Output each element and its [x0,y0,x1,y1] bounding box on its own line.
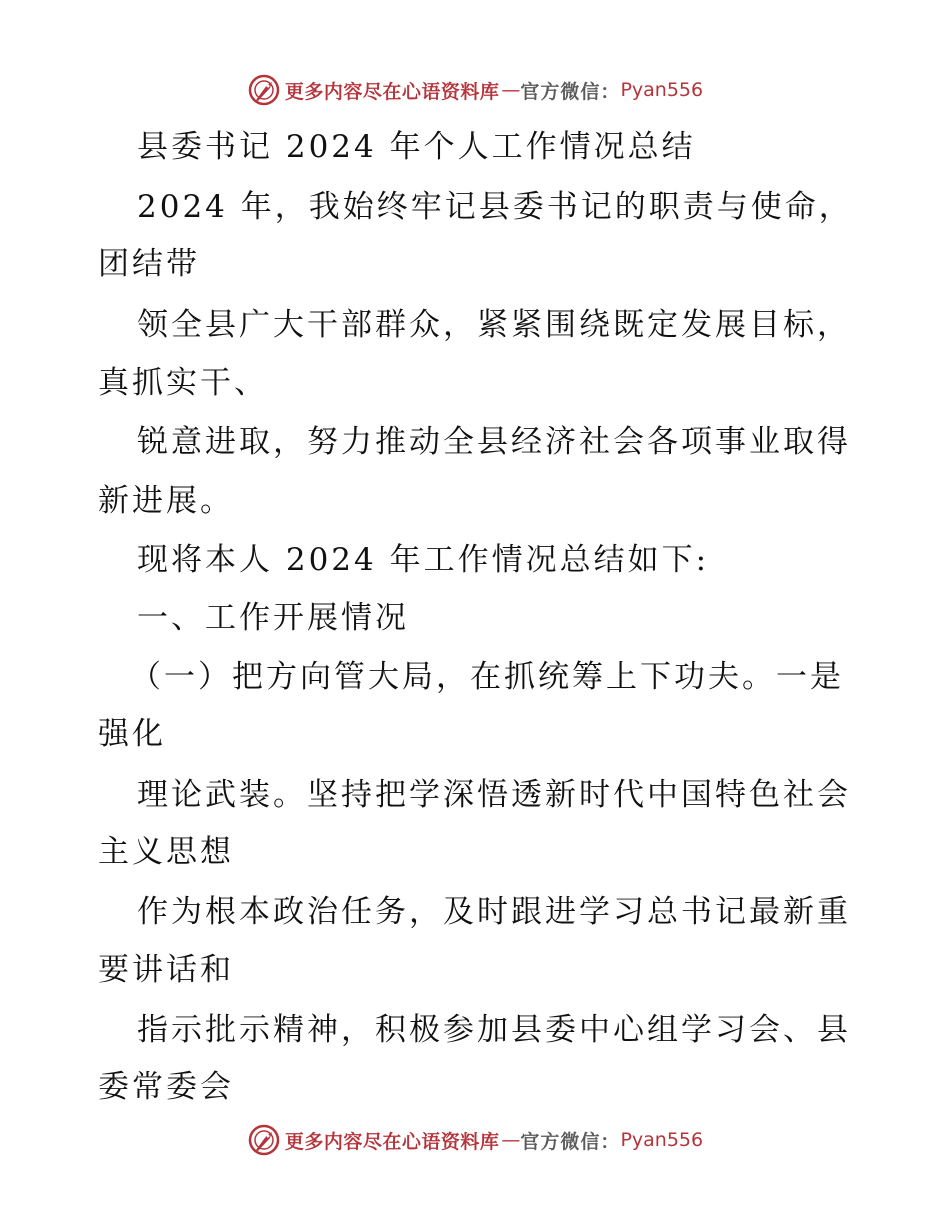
paragraph-line: 现将本人 2024 年工作情况总结如下: [137,542,710,578]
banner-colon: ： [600,1130,621,1153]
banner-wechat-id: Pyan556 [620,1129,704,1151]
paragraph-line: 2024 年，我始终牢记县委书记的职责与使命， [137,189,853,225]
banner-colon: ： [600,80,621,103]
subsection-heading: （一）把方向管大局，在抓统筹上下功夫。一是 [130,659,844,695]
pen-nib-logo-icon [247,1123,281,1157]
banner-wechat-id: Pyan556 [620,79,704,101]
paragraph-line: 领全县广大干部群众，紧紧围绕既定发展目标， [137,307,851,343]
paragraph-line: 新进展。 [98,483,234,519]
footer-watermark-banner [0,1120,950,1160]
paragraph-line: 真抓实干、 [98,365,268,401]
paragraph-line: 主义思想 [98,834,234,870]
paragraph-line: 理论武装。坚持把学深悟透新时代中国特色社会 [137,777,851,813]
banner-dash: — [501,1129,519,1151]
paragraph-line: 指示批示精神，积极参加县委中心组学习会、县 [137,1012,851,1048]
banner-main-text: 更多内容尽在心语资料库 [284,80,500,103]
banner-dash: — [501,79,519,101]
banner-main-text: 更多内容尽在心语资料库 [284,1130,500,1153]
paragraph-line: 作为根本政治任务，及时跟进学习总书记最新重 [137,894,851,930]
banner-wechat-label: 官方微信 [520,1130,601,1153]
paragraph-line: 强化 [98,716,166,752]
paragraph-line: 委常委会 [98,1069,234,1105]
paragraph-line: 锐意进取，努力推动全县经济社会各项事业取得 [137,424,851,460]
section-heading: 一、工作开展情况 [137,600,409,636]
paragraph-line: 团结带 [98,246,200,282]
paragraph-line: 要讲话和 [98,952,234,988]
banner-wechat-label: 官方微信 [520,80,601,103]
document-title: 县委书记 2024 年个人工作情况总结 [137,129,696,165]
